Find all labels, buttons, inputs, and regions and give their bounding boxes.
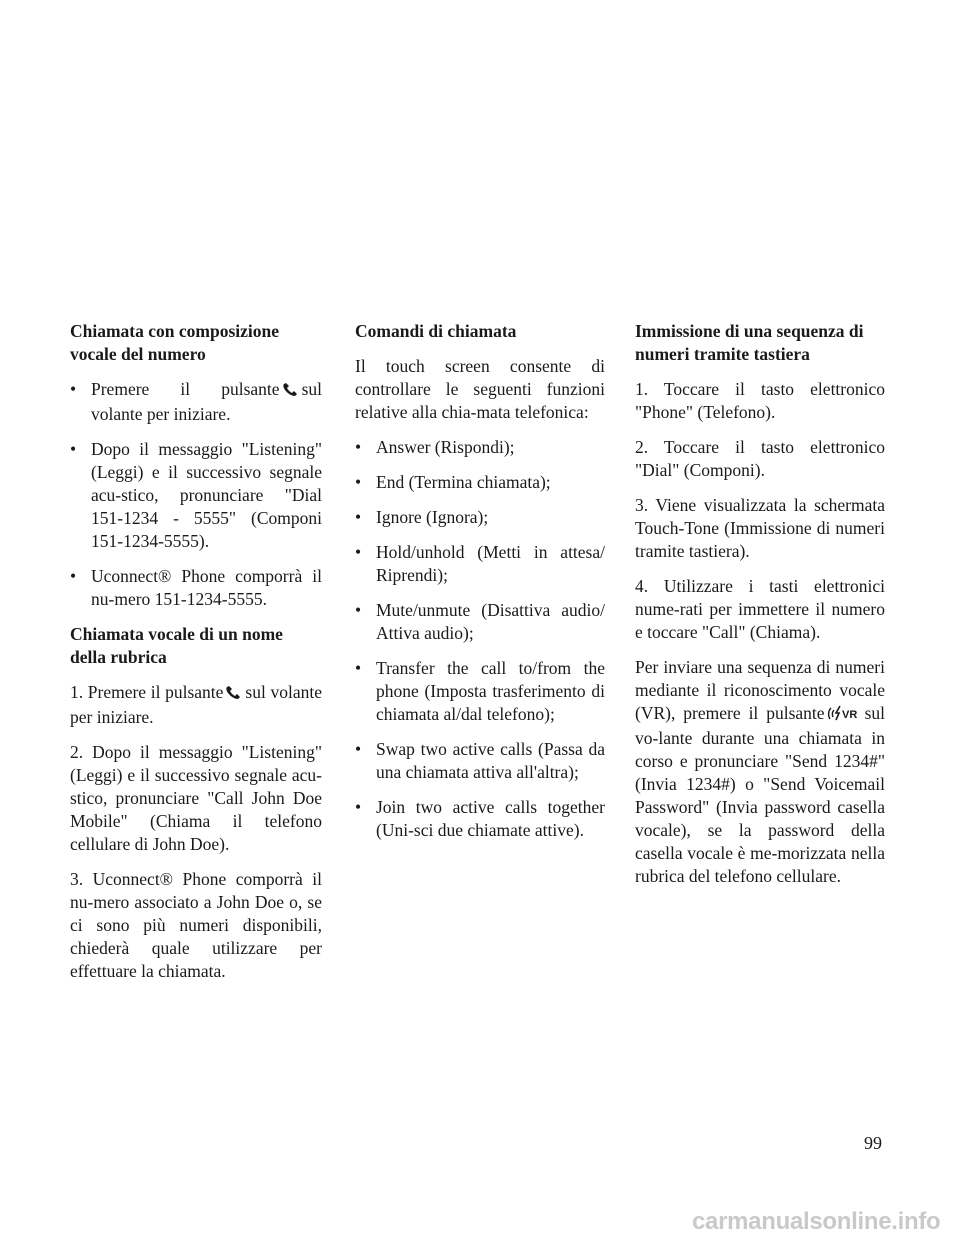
list-item: • Ignore (Ignora); xyxy=(355,507,489,527)
bullet-marker: • xyxy=(70,566,77,586)
list-item: • Swap two active calls (Passa da una chiamata attiva all'altra); xyxy=(355,739,605,782)
list-item: • Uconnect® Phone comporrà il nu-mero 151-1234-5555. xyxy=(70,566,322,609)
step-3: 3. Uconnect® Phone comporrà il nu-mero associato a John Doe o, se ci sono più numeri disponibili, chiederà quale utilizzare per effettuare la chiamata. xyxy=(70,869,322,981)
step-1: 1. Toccare il tasto elettronico "Phone" (Telefono). xyxy=(635,379,885,422)
bullet-marker: • xyxy=(355,472,362,492)
bullet-marker: • xyxy=(355,600,362,620)
list-item: • Transfer the call to/from the phone (Imposta trasferimento di chiamata al/dal telefono); xyxy=(355,658,605,724)
phone-icon xyxy=(225,683,243,706)
list-item: • Dopo il messaggio "Listening" (Leggi) e il successivo segnale acu-stico, pronunciare "Dial 151-1234 - 5555" (Componi 151-1234-5555). xyxy=(70,439,322,551)
list-item: • Premere il pulsante sul volante per iniziare. xyxy=(70,379,322,424)
section-heading-voice-dial-number: Chiamata con composizione vocale del numero xyxy=(70,321,280,364)
bullet-marker: • xyxy=(70,439,77,459)
bullet-marker: • xyxy=(355,542,362,562)
svg-text:VR: VR xyxy=(841,709,857,721)
page-number: 99 xyxy=(864,1133,882,1153)
list-item: • End (Termina chiamata); xyxy=(355,472,551,492)
step-2: 2. Dopo il messaggio "Listening" (Leggi) e il successivo segnale acu-stico, pronunciare "Call John Doe Mobile" (Chiama il telefono cellulare di John Doe). xyxy=(70,742,322,854)
step-3: 3. Viene visualizzata la schermata Touch-Tone (Immissione di numeri tramite tastiera). xyxy=(635,495,885,561)
list-item: • Mute/unmute (Disattiva audio/ Attiva audio); xyxy=(355,600,605,643)
step-4: 4. Utilizzare i tasti elettronici nume-rati per immettere il numero e toccare "Call" (Chiama). xyxy=(635,576,885,642)
list-item: • Join two active calls together (Uni-sci due chiamate attive). xyxy=(355,797,605,840)
column-2 xyxy=(355,320,605,854)
phone-icon xyxy=(282,380,300,403)
step-2: 2. Toccare il tasto elettronico "Dial" (Componi). xyxy=(635,437,885,480)
bullet-marker: • xyxy=(355,507,362,527)
bullet-marker: • xyxy=(355,437,362,457)
bullet-marker: • xyxy=(355,658,362,678)
voice-recognition-icon xyxy=(827,704,863,727)
watermark-logo: carmanualsonline.info xyxy=(692,1208,941,1235)
list-item: • Answer (Rispondi); xyxy=(355,437,515,457)
section-heading-voice-dial-contact: Chiamata vocale di un nome della rubrica xyxy=(70,624,283,667)
column-1 xyxy=(70,320,322,995)
list-item: • Hold/unhold (Metti in attesa/ Riprendi); xyxy=(355,542,605,585)
section-heading-touch-tone: Immissione di una sequenza di numeri tramite tastiera xyxy=(635,321,864,364)
column-3 xyxy=(635,320,885,900)
vr-paragraph: Per inviare una sequenza di numeri mediante il riconoscimento vocale (VR), premere il pulsante VR sul vo-lante durante una chiamata in corso e pronunciare "Send 1234#" (Invia 1234#) o "Send Voicemail Password" (Invia password casella vocale), se la password della casella vocale è me-morizzata nella rubrica del telefono cellulare. xyxy=(635,657,885,886)
bullet-marker: • xyxy=(355,739,362,759)
bullet-marker: • xyxy=(355,797,362,817)
bullet-marker: • xyxy=(70,379,77,399)
intro-paragraph: Il touch screen consente di controllare le seguenti funzioni relative alla chia-mata telefonica: xyxy=(355,356,605,422)
step-1: 1. Premere il pulsante sul volante per iniziare. xyxy=(70,682,322,727)
section-heading-call-controls: Comandi di chiamata xyxy=(355,321,517,341)
